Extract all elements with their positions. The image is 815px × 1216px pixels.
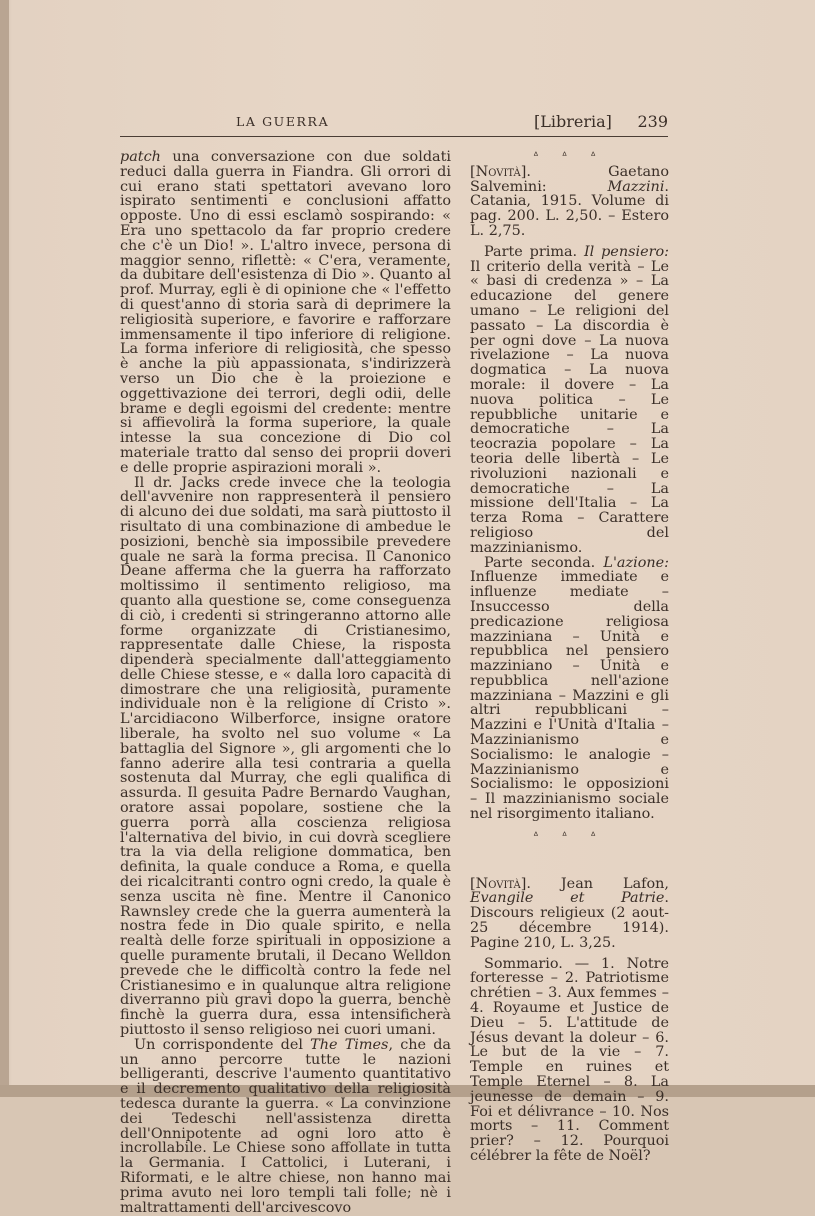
right-column bbox=[470, 150, 669, 1164]
paragraph-1 bbox=[120, 150, 451, 476]
paragraph-1-lead: patch bbox=[120, 149, 161, 165]
newspaper-title: The Times bbox=[310, 1036, 389, 1053]
ornament-divider-2: ᐞ ᐞ ᐞ bbox=[533, 830, 606, 842]
book-part-2: Parte seconda. L'azione: Influenze immediate e influenze mediate – Insuccesso della predicazione religiosa mazziniana – Unità e repubblica nel pensiero mazziniano – Unità e repubblica nell'azione mazziniana – Mazzini e gli altri repubblicani – Mazzini e l'Unità d'Italia – Mazzinianismo e Socialismo: le analogie – Mazzinianismo e Socialismo: le opposizioni – Il mazzinianismo sociale nel risorgimento italiano. bbox=[470, 554, 669, 823]
running-head-section: [Libreria] bbox=[534, 112, 612, 131]
ornament-divider: ᐞ ᐞ ᐞ bbox=[533, 151, 606, 162]
header-rule bbox=[120, 136, 668, 137]
page-left-edge bbox=[0, 0, 9, 1097]
book-part-1: Parte prima. Il pensiero: Il criterio della verità – Le « basi di credenza » – La educazione del genere umano – Le religioni del passato – La discordia è per ogni dove – La nuova rivelazione – La nuova dogmatica – La nuova morale: il dovere – La nuova politica – Le repubbliche unitarie e democratiche – La teocrazia popolare – La teoria delle libertà – Le rivoluzioni nazionali e democratiche – La missione dell'Italia – La terza Roma – Carattere religioso del mazzinianismo. bbox=[470, 243, 669, 556]
page-number: 239 bbox=[637, 112, 668, 131]
book-entry-lafon: [Novità]. Jean Lafon, Evangile et Patrie. Discours religieux (2 aout-25 décembre 1914). Pagine 210, L. 3,25. bbox=[470, 875, 669, 951]
book-entry-salvemini: [Novità]. Gaetano Salvemini: Mazzini. Catania, 1915. Volume di pag. 200. L. 2,50. – Estero L. 2,75. bbox=[470, 163, 669, 239]
book-title: Evangile et Patrie bbox=[470, 890, 665, 907]
paragraph-2: Il dr. Jacks crede invece che la teologia dell'avvenire non rappresenterà il pensiero di alcuno dei due soldati, ma sarà piuttosto il risultato di una combinazione di ambedue le posizioni, benchè sia impossibile prevedere quale ne sarà la forma precisa. Il Canonico Deane afferma che la guerra ha rafforzato moltissimo il sentimento religioso, ma quanto alla questione se, come conseguenza di ciò, i credenti si stringeranno attorno alle forme organizzate di Cristianesimo, rappresentate dalle Chiese, la risposta dipenderà specialmente dall'atteggiamento delle Chiese stesse, e « dalla loro capacità di dimostrare che una religiosità, puramente individuale non è la religione di Cristo ». L'arcidiacono Wilberforce, insigne oratore liberale, ha svolto nel suo volume « La battaglia del Signore », gli argomenti che lo fanno aderire alla tesi contraria a quella sostenuta dal Murray, che egli qualifica di assurda. Il gesuita Padre Bernardo Vaughan, oratore assai popolare, sostiene che la guerra porrà alla coscienza religiosa l'alternativa del bivio, in cui dovrà scegliere tra la via della religione dommatica, ben definita, la quale conduce a Roma, e quella dei ricalcitranti contro ogni credo, la quale è senza uscita nè fine. Mentre il Canonico Rawnsley crede che la guerra aumenterà la nostra fede in Dio quale spirito, e nella realtà delle forze spirituali in opposizione a quelle puramente brutali, il Decano Welldon prevede che le difficoltà contro la fede nel Cristianesimo e in qualunque altra religione diverranno più gravi dopo la guerra, benchè finchè la guerra dura, essa intensificherà piuttosto il senso religioso nei cuori umani. bbox=[120, 474, 451, 1039]
running-head bbox=[120, 112, 668, 134]
book-summary: Sommario. — 1. Notre forteresse – 2. Patriotisme chrétien – 3. Aux femmes – 4. Royaume et Justice de Dieu – 5. L'attitude de Jésus devant la doleur – 6. Le but de la vie – 7. Temple en ruines et Temple Eternel – 8. La jeunesse de demain – 9. Foi et délivrance – 10. Nos morts – 11. Comment prier? – 12. Pourquoi célébrer la fête de Noël? bbox=[470, 955, 669, 1164]
left-column bbox=[120, 150, 451, 1215]
entry-tag: [Novità]. bbox=[470, 163, 531, 180]
paragraph-1-text: una conversazione con due soldati reduci dalla guerra in Fiandra. Gli orrori di cui erano stati spettatori avevano loro ispirato sentimenti e conclusioni affatto opposte. Uno di essi esclamò sospirando: « Era uno spettacolo da far proprio credere che c'è un Dio! ». L'altro invece, persona di maggior senno, riflettè: « C'era, veramente, da dubitare dell'esistenza di Dio ». Quanto al prof. Murray, egli è di opinione che « l'effetto di quest'anno di storia sarà di deprimere la religiosità superiore, e favorire e rafforzare immensamente il tipo inferiore di religione. La forma inferiore di religiosità, che spesso è anche la più appassionata, s'indirizzerà verso un Dio che è la proiezione e oggettivazione dei terrori, degli odii, delle brame e degli egoismi del credente: mentre si affievolirà la forma superiore, la quale intesse la sua concezione di Dio col materiale tratto dal senso dei proprii doveri e delle proprie aspirazioni morali ». bbox=[120, 149, 451, 476]
running-head-title: LA GUERRA bbox=[236, 114, 330, 129]
book-title: Mazzini bbox=[607, 178, 665, 195]
paragraph-3: Un corrispondente del The Times, che da un anno percorre tutte le nazioni belligeranti, descrive l'aumento quantitativo e il decremento qualitativo della religiosità tedesca durante la guerra. « La convinzione dei Tedeschi nell'assistenza diretta dell'Onnipotente ad ogni loro atto è incrollabile. Le Chiese sono affollate in tutta la Germania. I Cattolici, i Luterani, i Riformati, e le altre chiese, non hanno mai prima avuto nei loro templi tali folle; nè i maltrattamenti dell'arcivescovo bbox=[120, 1036, 451, 1216]
entry-tag: [Novità]. bbox=[470, 875, 531, 892]
